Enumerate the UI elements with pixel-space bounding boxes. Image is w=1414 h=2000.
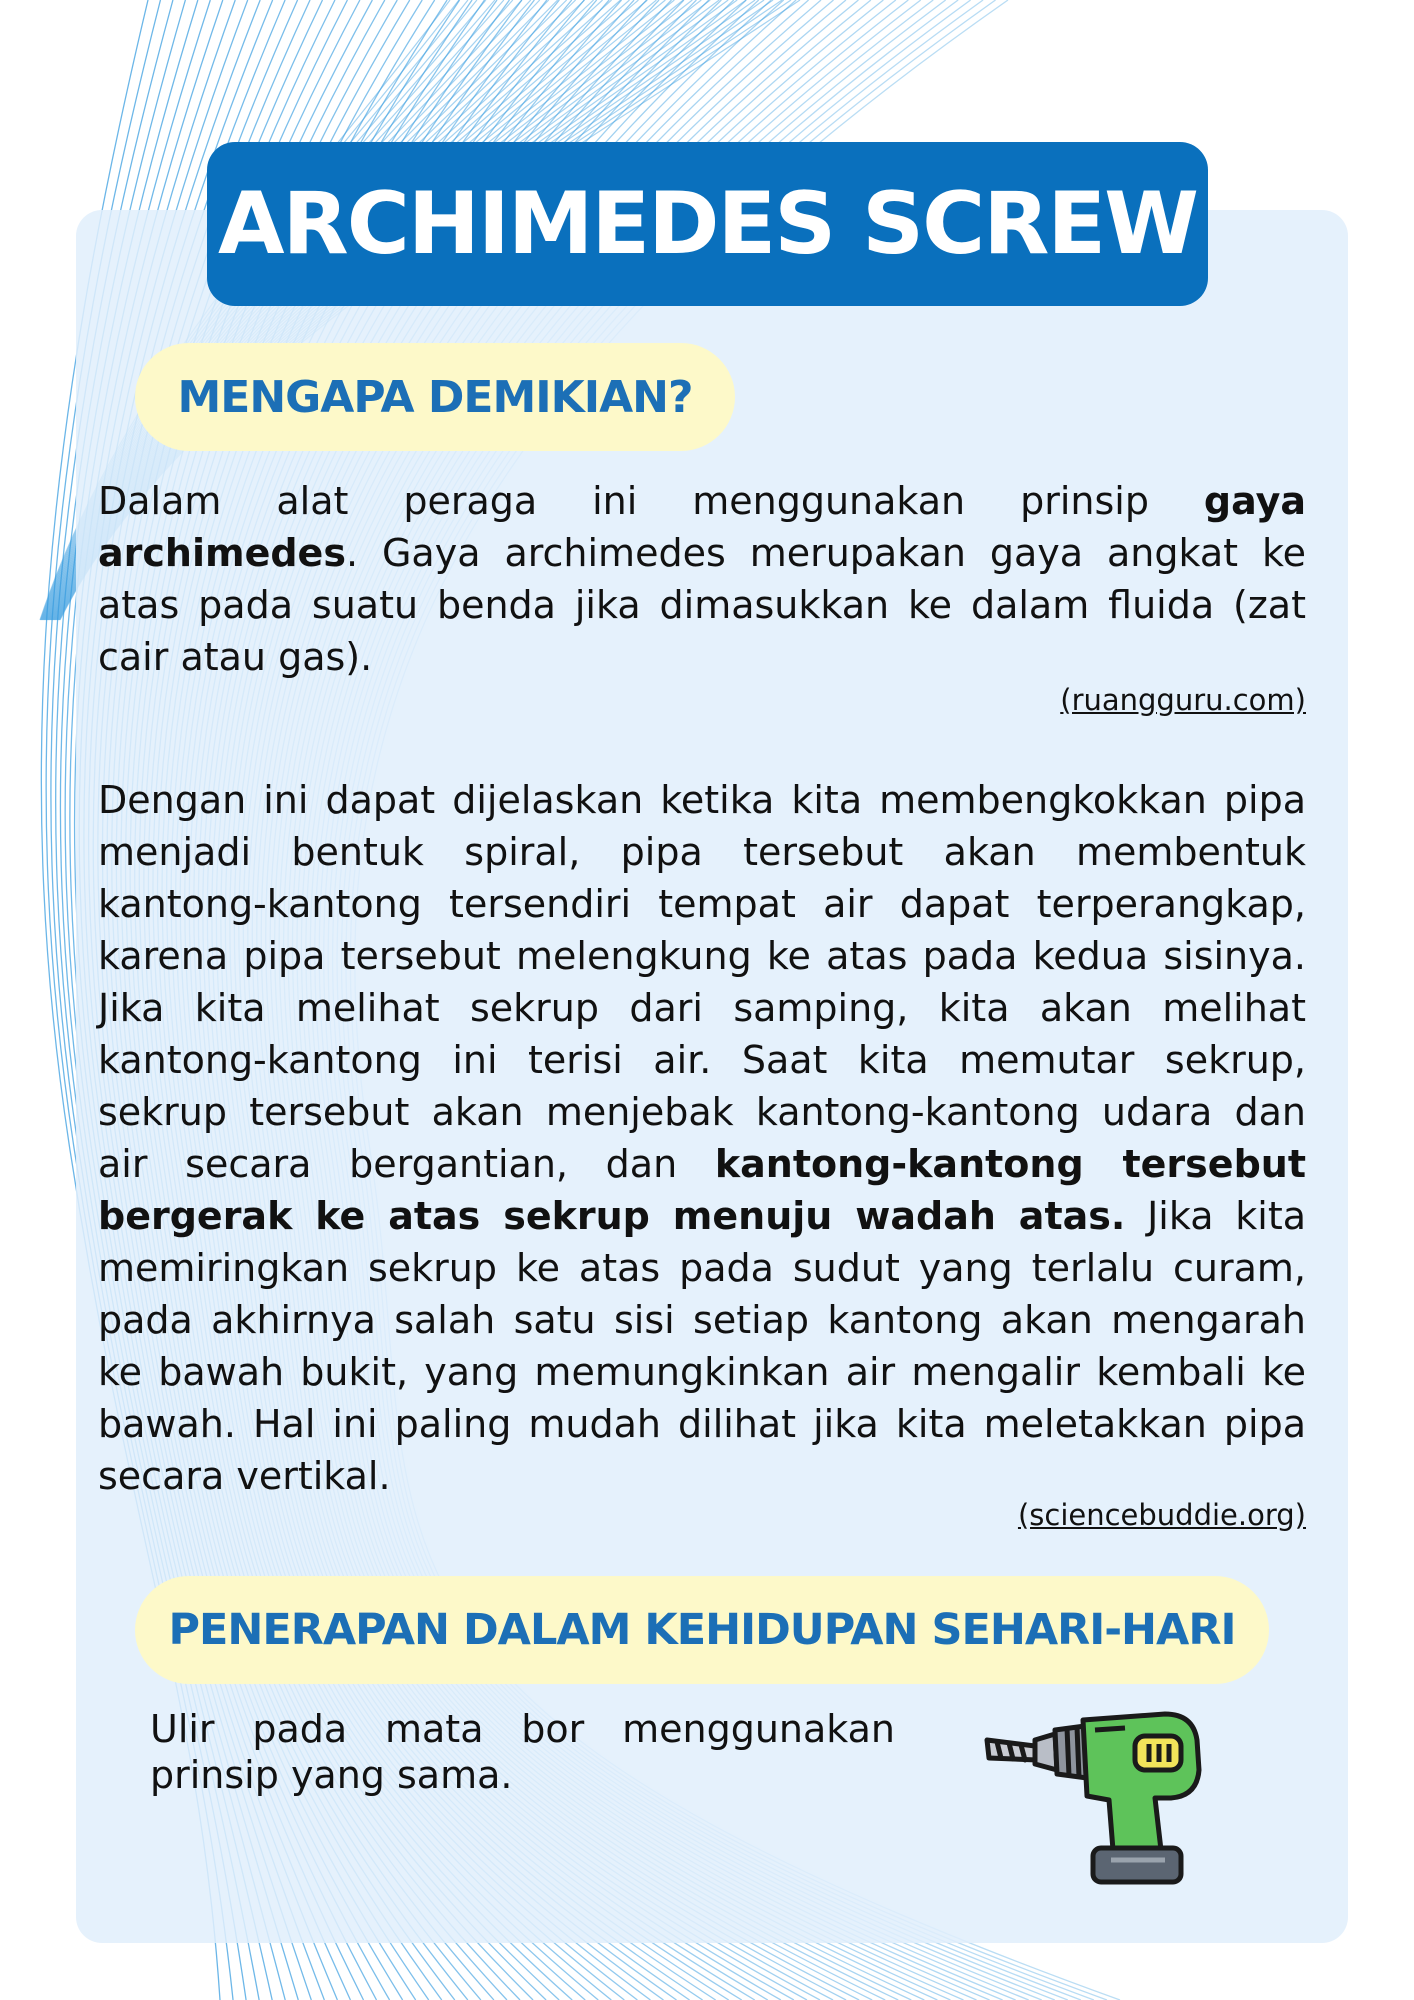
paragraph-screw-explanation: Dengan ini dapat dijelaskan ketika kita membengkokkan pipa menjadi bentuk spiral, pipa tersebut akan membentuk kantong-kantong tersendiri tempat air dapat terperangkap, karena pipa tersebut melengkung ke atas pada kedua sisinya. Jika kita melihat sekrup dari samping, kita akan melihat kantong-kantong ini terisi air. Saat kita memutar sekrup, sekrup tersebut akan menjebak kantong-kantong udara dan air secara bergantian, dan kantong-kantong tersebut bergerak ke atas sekrup menuju wadah atas. Jika kita memiringkan sekrup ke atas pada sudut yang terlalu curam, pada akhirnya salah satu sisi setiap kantong akan mengarah ke bawah bukit, yang memungkinkan air mengalir kembali ke bawah. Hal ini paling mudah dilihat jika kita meletakkan pipa secara vertikal. xyxy=(98,778,1307,1498)
source-citation-sciencebuddie: (sciencebuddie.org) xyxy=(1017,1498,1306,1532)
bold-phrase-pockets-move-up: kantong-kantong tersebut bergerak ke atas sekrup menuju wadah atas. xyxy=(98,1142,1306,1238)
bold-term-gaya-archimedes: gaya archimedes xyxy=(98,479,1306,575)
drill-bit xyxy=(987,1740,1037,1760)
page-title-text: ARCHIMEDES SCREW xyxy=(217,174,1198,274)
section-heading-why-text: MENGAPA DEMIKIAN? xyxy=(177,371,693,423)
source-citation-ruangguru: (ruangguru.com) xyxy=(1060,683,1306,717)
drill-icon xyxy=(975,1700,1215,1890)
paragraph-archimedes-principle: Dalam alat peraga ini menggunakan prinsip gaya archimedes. Gaya archimedes merupakan gaya angkat ke atas pada suatu benda jika dimasukkan ke dalam fluida (zat cair atau gas). xyxy=(98,479,1306,679)
drill-chuck xyxy=(1035,1726,1087,1778)
drill-battery xyxy=(1093,1848,1181,1882)
section-heading-application-text: PENERAPAN DALAM KEHIDUPAN SEHARI-HARI xyxy=(168,1605,1236,1655)
page-title xyxy=(207,142,1208,306)
section-heading-application xyxy=(135,1576,1269,1684)
section-heading-why xyxy=(135,343,735,451)
drill-body xyxy=(1083,1714,1199,1850)
paragraph-drill-application: Ulir pada mata bor menggunakan prinsip yang sama. xyxy=(150,1707,895,1797)
